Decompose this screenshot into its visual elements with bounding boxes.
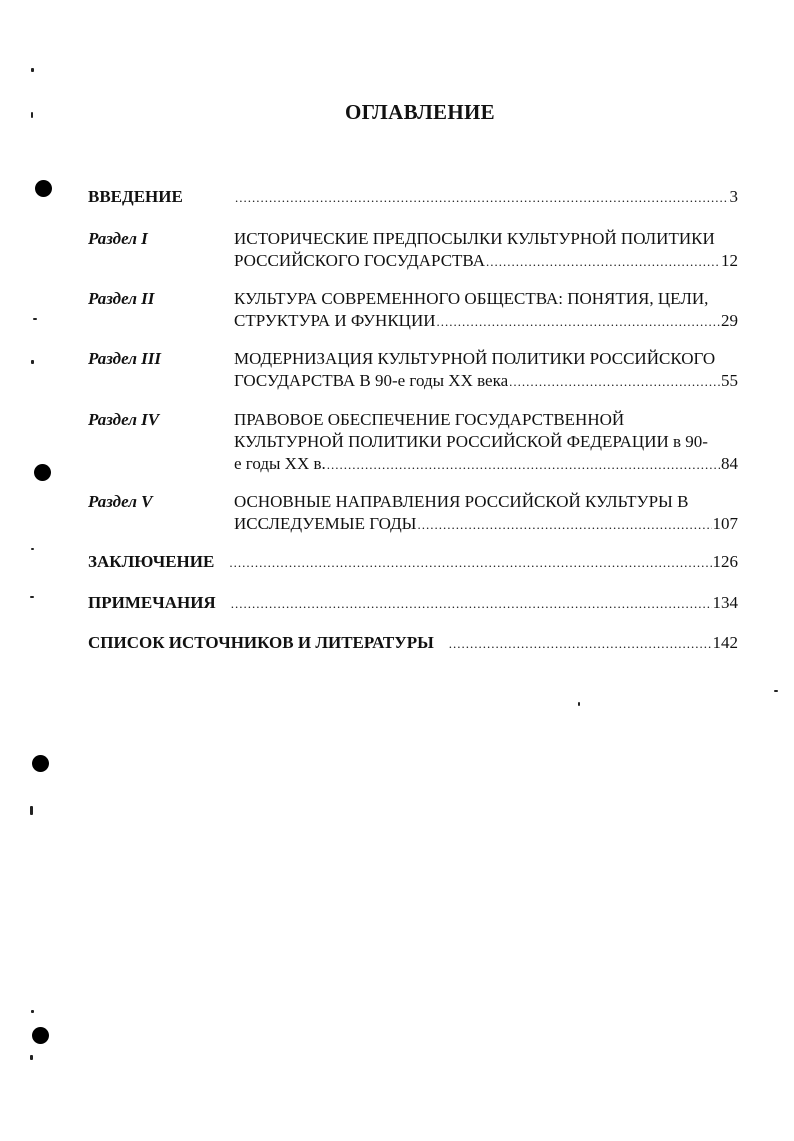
scan-speck — [30, 1055, 33, 1060]
toc-entry-label: ВВЕДЕНИЕ — [88, 187, 183, 206]
scan-speck — [31, 548, 34, 550]
toc-entry-intro[interactable] — [88, 186, 738, 208]
page-number: 12 — [721, 251, 738, 270]
section-label: Раздел III — [88, 349, 162, 368]
toc-entry-conclusion[interactable] — [88, 551, 738, 573]
dot-leader — [231, 593, 712, 615]
section-label: Раздел I — [88, 229, 148, 248]
dot-leader — [486, 251, 720, 273]
dot-leader — [509, 371, 720, 393]
page-number: 107 — [712, 514, 738, 533]
section-title-line: ИСТОРИЧЕСКИЕ ПРЕДПОСЫЛКИ КУЛЬТУРНОЙ ПОЛИТИКИ — [234, 229, 715, 248]
section-label: Раздел IV — [88, 410, 160, 429]
page-number: 29 — [721, 311, 738, 330]
toc-entry-section-3[interactable] — [234, 348, 738, 392]
section-title-line: ГОСУДАРСТВА В 90-е годы XX века — [234, 371, 509, 390]
toc-entry-section-1[interactable] — [234, 228, 738, 272]
toc-entry-sources[interactable] — [88, 632, 738, 654]
section-label: Раздел V — [88, 492, 153, 511]
punch-hole-icon — [32, 755, 49, 772]
punch-hole-icon — [32, 1027, 49, 1044]
section-label: Раздел II — [88, 289, 155, 308]
dot-leader — [437, 311, 720, 333]
page-number: 126 — [712, 552, 738, 571]
toc-entry-label: ПРИМЕЧАНИЯ — [88, 593, 216, 612]
section-title-line: ПРАВОВОЕ ОБЕСПЕЧЕНИЕ ГОСУДАРСТВЕННОЙ — [234, 410, 625, 429]
dot-leader — [327, 454, 720, 476]
scan-speck — [578, 702, 580, 706]
scan-speck — [30, 806, 33, 815]
scan-speck — [30, 596, 34, 598]
toc-entry-notes[interactable] — [88, 592, 738, 614]
punch-hole-icon — [34, 464, 51, 481]
toc-entry-section-5[interactable] — [234, 491, 738, 535]
section-title-line: КУЛЬТУРНОЙ ПОЛИТИКИ РОССИЙСКОЙ ФЕДЕРАЦИИ в 90- — [234, 432, 708, 451]
toc-entry-section-4[interactable] — [234, 409, 738, 475]
toc-entry-label: ЗАКЛЮЧЕНИЕ — [88, 552, 215, 571]
section-title-line: КУЛЬТУРА СОВРЕМЕННОГО ОБЩЕСТВА: ПОНЯТИЯ, ЦЕЛИ, — [234, 289, 709, 308]
dot-leader — [235, 187, 729, 209]
toc-entry-section-2[interactable] — [234, 288, 738, 332]
scan-speck — [31, 360, 34, 364]
section-title-line: МОДЕРНИЗАЦИЯ КУЛЬТУРНОЙ ПОЛИТИКИ РОССИЙСКОГО — [234, 349, 716, 368]
section-title-line: е годы XX в. — [234, 454, 326, 473]
toc-title: ОГЛАВЛЕНИЕ — [345, 100, 495, 124]
scan-speck — [31, 1010, 34, 1013]
page-number: 55 — [721, 371, 738, 390]
punch-hole-icon — [35, 180, 52, 197]
toc-entry-label: СПИСОК ИСТОЧНИКОВ И ЛИТЕРАТУРЫ — [88, 633, 434, 652]
page-number: 142 — [712, 633, 738, 652]
scan-speck — [31, 68, 34, 72]
section-title-line: СТРУКТУРА И ФУНКЦИИ — [234, 311, 436, 330]
page-number: 134 — [712, 593, 738, 612]
page-number: 84 — [721, 454, 738, 473]
section-title-line: ИССЛЕДУЕМЫЕ ГОДЫ — [234, 514, 417, 533]
scan-speck — [33, 318, 37, 320]
dot-leader — [229, 552, 711, 574]
section-title-line: РОССИЙСКОГО ГОСУДАРСТВА — [234, 251, 485, 270]
page-number: 3 — [729, 187, 738, 206]
dot-leader — [449, 633, 712, 655]
section-title-line: ОСНОВНЫЕ НАПРАВЛЕНИЯ РОССИЙСКОЙ КУЛЬТУРЫ В — [234, 492, 689, 511]
scan-speck — [774, 690, 778, 692]
dot-leader — [418, 514, 712, 536]
